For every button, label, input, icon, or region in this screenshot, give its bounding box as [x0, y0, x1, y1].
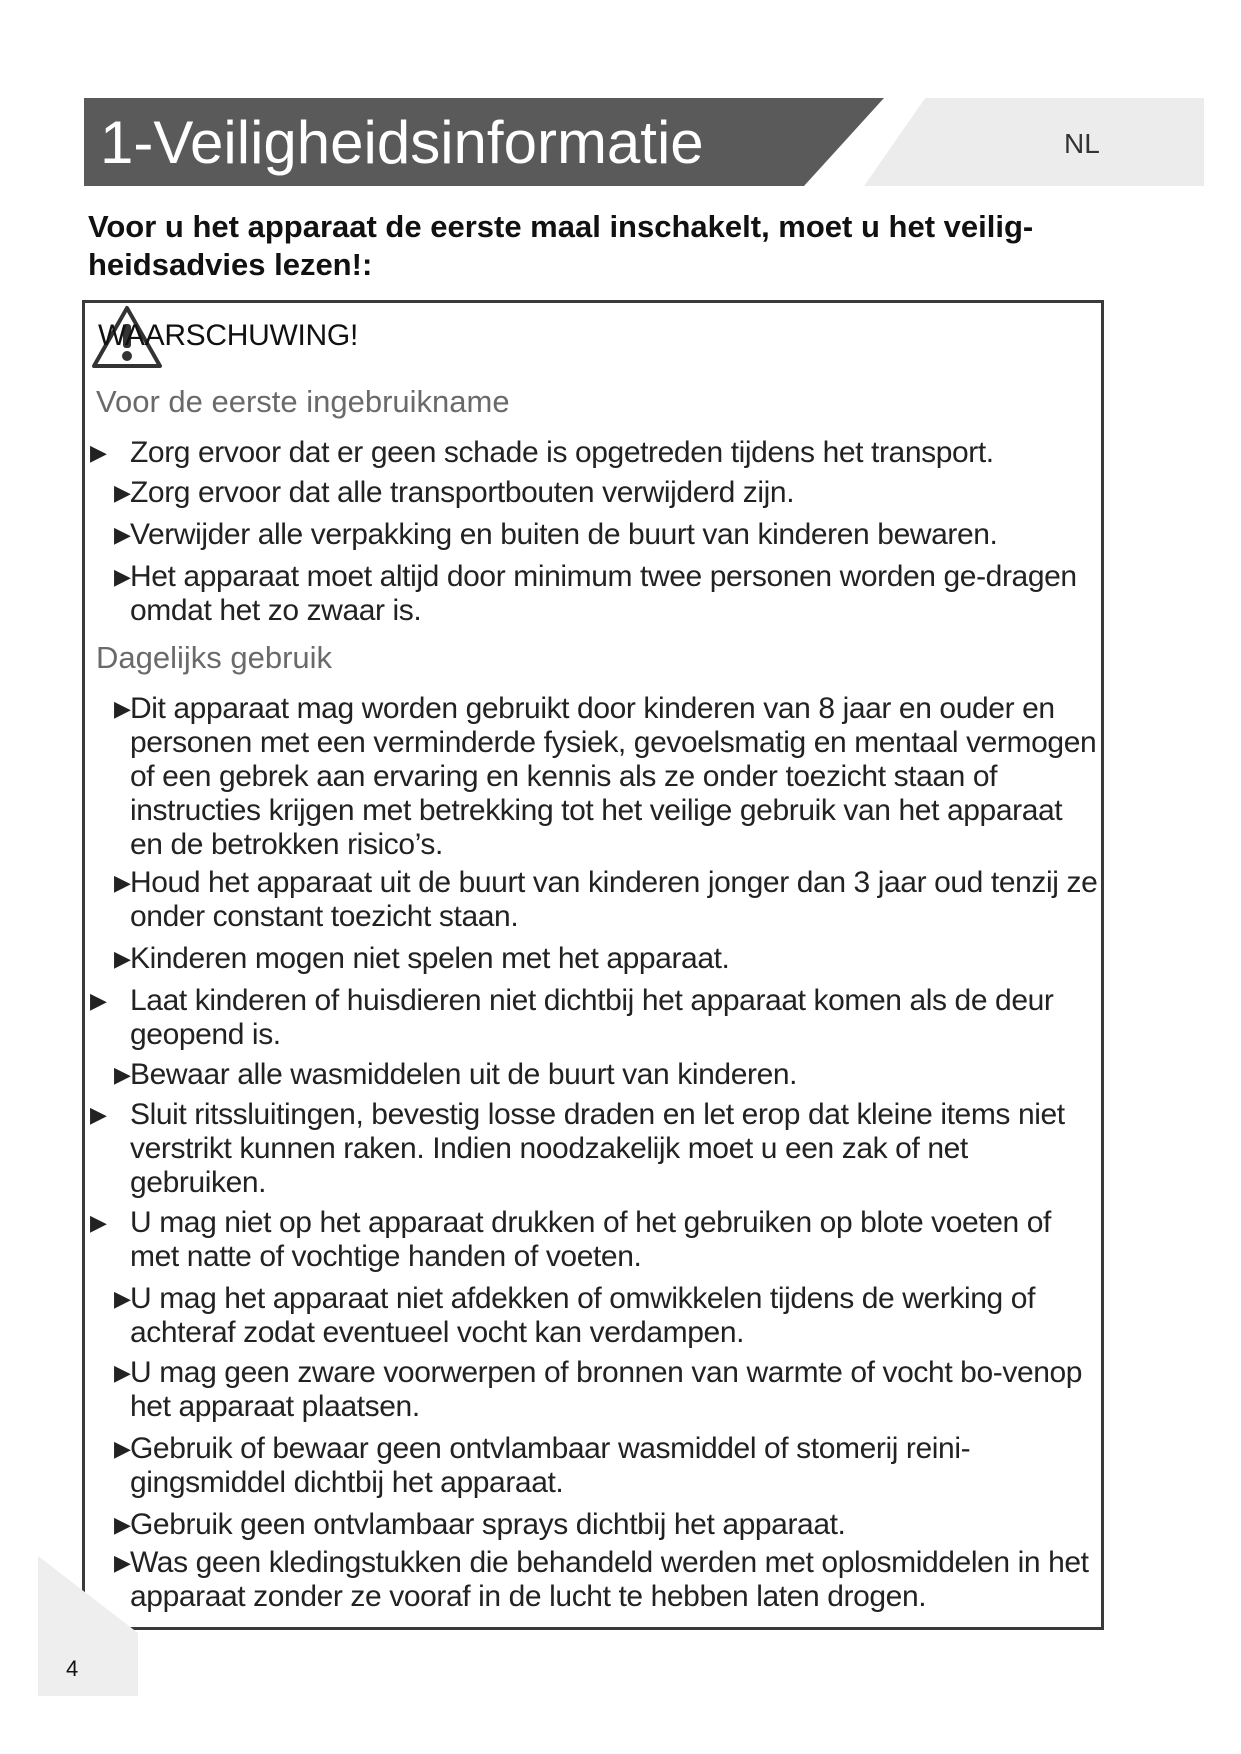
- bullet-icon: ▶: [114, 1512, 131, 1537]
- list-item: Verwijder alle verpakking en buiten de buurt van kinderen bewaren.: [130, 518, 998, 551]
- page-title: 1-Veiligheidsinformatie: [100, 109, 704, 176]
- list-item: U mag het apparaat niet afdekken of omwikkelen tijdens de werking of achteraf zodat eventueel vocht kan verdampen.: [130, 1282, 1035, 1349]
- page-number: 4: [66, 1656, 79, 1681]
- list-item: Gebruik geen ontvlambaar sprays dichtbij het apparaat.: [130, 1508, 846, 1541]
- bullet-icon: ▶: [114, 1436, 131, 1461]
- bullet-icon: ▶: [90, 988, 107, 1013]
- bullet-icon: ▶: [114, 946, 131, 971]
- list-item: Gebruik of bewaar geen ontvlambaar wasmiddel of stomerij reini-gingsmiddel dichtbij het apparaat.: [130, 1432, 971, 1499]
- bullet-icon: ▶: [114, 1286, 131, 1311]
- list-item: U mag niet op het apparaat drukken of het gebruiken op blote voeten of met natte of vochtige handen of voeten.: [130, 1206, 1051, 1273]
- list-item: Zorg ervoor dat er geen schade is opgetreden tijdens het transport.: [130, 436, 994, 469]
- bullet-icon: ▶: [114, 1360, 131, 1385]
- list-item: Kinderen mogen niet spelen met het apparaat.: [130, 942, 730, 975]
- bullet-icon: ▶: [90, 1102, 107, 1127]
- section-title-first-use: Voor de eerste ingebruikname: [96, 384, 510, 419]
- list-item: Dit apparaat mag worden gebruikt door kinderen van 8 jaar en ouder en personen met een verminderde fysiek, gevoelsmatig en mentaal vermogen of een gebrek aan ervaring en kennis als ze onder toezicht staan of instructies krijgen met betrekking tot het veilige gebruik van het apparaat en de betrokken risico’s.: [130, 692, 1097, 861]
- language-label: NL: [1064, 128, 1100, 159]
- bullet-icon: ▶: [114, 696, 131, 721]
- bullet-icon: ▶: [114, 522, 131, 547]
- intro-text: Voor u het apparaat de eerste maal inschakelt, moet u het veilig-heidsadvies lezen!:: [88, 209, 1034, 282]
- warning-title: WAARSCHUWING!: [98, 319, 358, 352]
- list-item: Bewaar alle wasmiddelen uit de buurt van kinderen.: [130, 1058, 798, 1091]
- section-title-daily-use: Dagelijks gebruik: [96, 640, 333, 675]
- bullet-icon: ▶: [114, 1062, 131, 1087]
- list-item: Houd het apparaat uit de buurt van kinderen jonger dan 3 jaar oud tenzij ze onder constant toezicht staan.: [130, 866, 1098, 933]
- list-item: Sluit ritssluitingen, bevestig losse draden en let erop dat kleine items niet verstrikt kunnen raken. Indien noodzakelijk moet u een zak of net gebruiken.: [130, 1098, 1065, 1199]
- bullet-icon: ▶: [90, 440, 107, 465]
- list-item: Was geen kledingstukken die behandeld werden met oplosmiddelen in het apparaat zonder ze vooraf in de lucht te hebben laten drogen.: [130, 1546, 1089, 1613]
- header-language-tab: [864, 98, 1204, 186]
- list-item: Laat kinderen of huisdieren niet dichtbij het apparaat komen als de deur geopend is.: [130, 984, 1054, 1051]
- list-item: Het apparaat moet altijd door minimum twee personen worden ge-dragen omdat het zo zwaar is.: [130, 560, 1077, 627]
- bullet-icon: ▶: [114, 564, 131, 589]
- bullet-icon: ▶: [114, 1550, 131, 1575]
- list-item: U mag geen zware voorwerpen of bronnen van warmte of vocht bo-venop het apparaat plaatsen.: [130, 1356, 1083, 1423]
- bullet-icon: ▶: [114, 870, 131, 895]
- bullet-icon: ▶: [114, 480, 131, 505]
- list-item: Zorg ervoor dat alle transportbouten verwijderd zijn.: [130, 476, 795, 509]
- bullet-icon: ▶: [90, 1210, 107, 1235]
